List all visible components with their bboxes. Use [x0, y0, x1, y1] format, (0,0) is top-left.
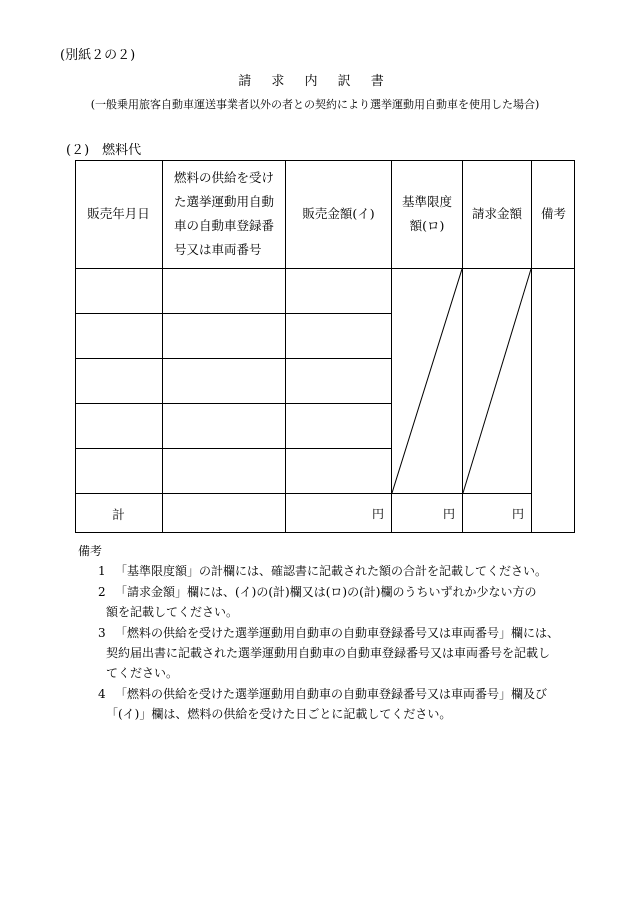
fuel-cost-table — [75, 160, 575, 533]
header-sale-date: 販売年月日 — [87, 206, 150, 221]
note-line: 「基準限度額」の計欄には、確認書に記載された額の合計を記載してください。 — [115, 564, 548, 579]
claim-diagonal-line — [463, 269, 531, 493]
note-item — [78, 623, 630, 684]
note-number: 3 — [98, 625, 106, 640]
note-line: 「請求金額」欄には、(イ)の(計)欄又は(ロ)の(計)欄のうちいずれか少ない方の — [115, 584, 537, 599]
note-item — [78, 561, 630, 581]
header-limit-line-1: 基準限度 — [401, 194, 452, 209]
document-subtitle: (一般乗用旅客自動車運送事業者以外の者との契約により選挙運動用自動車を使用した場合) — [90, 98, 540, 111]
yen-unit-claim: 円 — [512, 507, 525, 521]
header-remarks: 備考 — [540, 206, 566, 221]
header-vehicle-line-4: 号又は車両番号 — [173, 242, 262, 257]
yen-unit-amount: 円 — [372, 507, 385, 521]
header-vehicle-line-1: 燃料の供給を受け — [173, 170, 274, 185]
header-sale-amount: 販売金額(イ) — [302, 206, 375, 221]
header-claim-amount: 請求金額 — [471, 206, 522, 221]
total-label: 計 — [112, 506, 125, 522]
note-line: てください。 — [106, 666, 179, 681]
annex-label: (別紙２の２) — [60, 48, 136, 63]
header-limit-line-2: 額(ロ) — [409, 218, 445, 233]
note-line: 額を記載してください。 — [106, 605, 239, 620]
note-item — [78, 684, 630, 725]
note-line: 「燃料の供給を受けた選挙運動用自動車の自動車登録番号又は車両番号」欄には、 — [115, 625, 560, 640]
notes-heading: 備考 — [78, 544, 103, 558]
header-vehicle-line-3: 車の自動車登録番 — [173, 218, 274, 233]
yen-unit-limit: 円 — [443, 507, 456, 521]
header-limit-amount — [392, 160, 462, 268]
note-line: 契約届出書に記載された選挙運動用自動車の自動車登録番号又は車両番号を記載し — [106, 646, 551, 661]
note-number: 2 — [98, 584, 106, 599]
note-number: 1 — [98, 564, 106, 579]
document-title: 請 求 内 訳 書 — [238, 74, 392, 89]
note-line: 「燃料の供給を受けた選挙運動用自動車の自動車登録番号又は車両番号」欄及び — [115, 686, 548, 701]
limit-diagonal-line — [392, 269, 462, 493]
section-heading: (２) 燃料代 — [66, 143, 142, 158]
note-item — [78, 582, 630, 623]
note-line: 「(イ)」欄は、燃料の供給を受けた日ごとに記載してください。 — [106, 707, 452, 722]
note-number: 4 — [98, 686, 106, 701]
header-vehicle-line-2: た選挙運動用自動 — [173, 194, 274, 209]
notes-section — [78, 541, 630, 725]
header-vehicle-number — [163, 160, 285, 268]
